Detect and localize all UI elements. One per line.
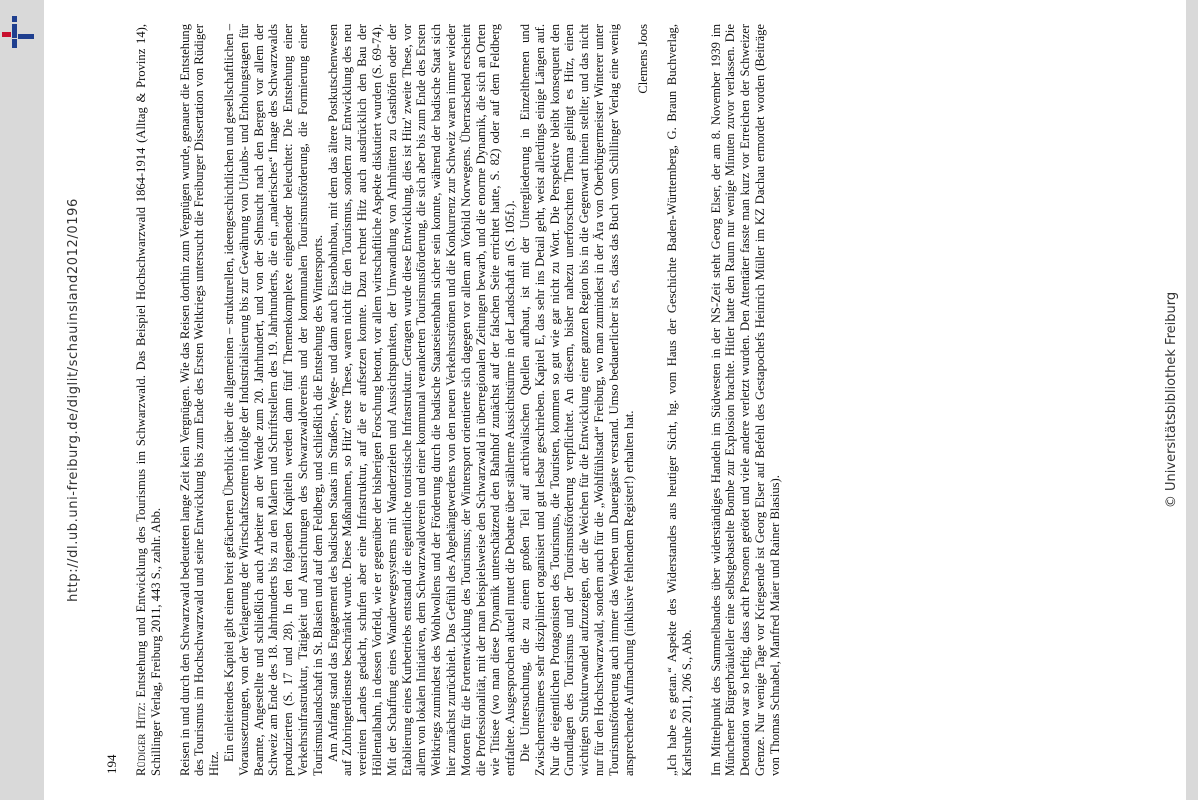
review2-paragraph: Im Mittelpunkt des Sammelbandes über widerständiges Handeln im Südwesten in der NS-Zeit steht Georg Elser, der am 8. November 1939 im Münchener Bürgerbräukeller eine selbstgebastelte Bombe zur Explosion brachte. Hitler hatte den Raum nur wenige Minuten zuvor verlassen. Die Detonation war so heftig, dass acht Personen getötet und viele andere verletzt wurden. Den Attentäter fasste man kurz vor Erreichen der Schweizer Grenze. Nur wenige Tage vor Kriegsende ist Georg Elser auf Befehl des Gestapochefs Heinrich Müller im KZ Dachau ermordet worden (Beiträge von Thomas Schnabel, Manfred Maier und Rainer Blasius).	[708, 24, 782, 776]
review1-paragraph: Die Untersuchung, die zu einem großen Teil auf archivalischen Quellen aufbaut, ist mit der Untergliederung in Einzelthemen und Zwischenresümees sehr diszipliniert organisiert und gut lesbar geschrieben. Kapitel E, das sehr ins Detail geht, weist allerdings einige Längen auf. Nur die eigentlichen Protagonisten des Tourismus, die Touristen, kommen so gut wie gar nicht zu Wort. Die Perspektive bleibt konsequent den Grundlagen des Tourismus und der Tourismusförderung verpflichtet. An diesem, bisher nahezu unerforschten Thema gelingt es Hitz, einen wichtigen Strukturwandel aufzuzeigen, der die Weichen für die Entwicklung einer ganzen Region bis in die Gegenwart hinein stellte; und das nicht nur für den Hochschwarzwald, sondern auch für die „Wohlfühlstadt“ Freiburg, wo man zumindest in der Ära von Oberbürgermeister Winterer unter Tourismusförderung auch immer das Werben um Dauergäste verstand. Umso bedauerlicher ist es, dass das Buch vom Schillinger Verlag eine wenig ansprechende Aufmachung (inklusive fehlendem Register!) erhalten hat.	[517, 24, 636, 776]
copyright-notice: © Universitätsbibliothek Freiburg	[1164, 291, 1179, 509]
left-margin-strip	[0, 0, 44, 800]
review1-paragraph: Am Anfang stand das Engagement des badischen Staats im Straßen-, Wege- und dann auch Eisenbahnbau, mit dem das ältere Postkutschenwesen auf Zubringerdienste beschränkt wurde. Diese Maßnahmen, so Hitz' erste These, waren nicht für den Tourismus, sondern zur Entwicklung des neu vereinten Landes gedacht, schufen aber eine Infrastruktur, auf die er aufsetzen konnte. Dazu rechnet Hitz auch ausdrücklich den Bau der Höllentalbahn, in dessen Vorfeld, wie er gegenüber der bisherigen Forschung betont, vor allem wirtschaftliche Aspekte diskutiert wurden (S. 69-74). Mit der Schaffung eines Wanderwegesystems mit Wanderzielen und Aussichtspunkten, der Umwandlung von Almhütten zu Gasthöfen oder der Etablierung eines Kurbetriebs entstand die eigentliche touristische Infrastruktur. Getragen wurde diese Entwicklung, dies ist Hitz' zweite These, vor allem von lokalen Initiativen, dem Schwarzwaldverein und einer kommunal verankerten Tourismusförderung, die sich aber bis zum Ende des Ersten Weltkriegs zumindest des Wohlwollens und der Förderung durch die badische Staatseisenbahn sicher sein konnte, während der badische Staat sich hier zunächst zurückhielt. Das Gefühl des Abgehängtwerdens von den neuen Verkehrsströmen und die Konkurrenz zur Schweiz waren immer wieder Motoren für die Fortentwicklung des Tourismus; der Wintersport orientierte sich dagegen vor allem am Vorbild Norwegens. Überraschend erscheint die Professionalität, mit der man beispielsweise den Schwarzwald in überregionalen Zeitungen bewarb, und die enorme Dynamik, die sich an Orten wie Titisee (wo man diese Dynamik unterschätzend den Bahnhof zunächst auf der falschen Seite errichtet hatte, S. 82) oder auf dem Feldberg entfaltete. Ausgesprochen aktuell mutet die Debatte über stählerne Aussichtstürme in der Landschaft an (S. 105f.).	[325, 24, 518, 776]
review1-paragraph: Ein einleitendes Kapitel gibt einen breit gefächerten Überblick über die allgemeinen – strukturellen, ideengeschichtlichen und gesellschaftlichen – Voraussetzungen, von der Verlagerung der Wirtschaftszentren infolge der Industrialisierung bis zur Gewährung von Urlaubs- und Erholungstagen für Beamte, Angestellte und schließlich auch Arbeiter an der Wende zum 20. Jahrhundert, und von der Sehnsucht nach den Bergen vor allem der Schweiz am Ende des 18. Jahrhunderts bis zu den Malern und Schriftstellern des 19. Jahrhunderts, die ein „malerisches“ Image des Schwarzwalds produzierten (S. 17 und 28). In den folgenden Kapiteln werden dann fünf Themenkomplexe eingehender beleuchtet: Die Entstehung einer Verkehrsinfrastruktur, Tätigkeit und Ausrichtungen des Schwarzwaldvereins und der kommunalen Tourismusförderung, die Formierung einer Tourismuslandschaft in St. Blasien und auf dem Feldberg, und schließlich die Entstehung des Wintersports.	[221, 24, 325, 776]
page-number: 194	[104, 754, 119, 774]
review2-citation: „Ich habe es getan.“ Aspekte des Widerstandes aus heutiger Sicht, hg. vom Haus der Geschichte Baden-Württemberg, G. Braun Buchverlag, Karlsruhe 2011, 206 S., Abb.	[665, 24, 694, 776]
reviewer-name: Clemens Joos	[636, 24, 651, 94]
scanned-page	[44, 0, 1186, 800]
review1-citation	[134, 24, 164, 776]
review1-author: Rüdiger Hitz	[134, 705, 148, 776]
review1-citation-text: : Entstehung und Entwicklung des Tourismus im Schwarzwald. Das Beispiel Hochschwarzwald 1864-1914 (Alltag & Provinz 14), Schillinger Verlag, Freiburg 2011, 443 S., zahlr. Abb.	[134, 24, 163, 776]
source-url[interactable]: http://dl.ub.uni-freiburg.de/diglit/schauinsland2012/0196	[66, 198, 81, 602]
right-margin-strip	[1186, 0, 1198, 800]
library-logo-icon	[2, 12, 36, 50]
page-content	[134, 24, 783, 776]
review1-paragraph: Reisen in und durch den Schwarzwald bedeuteten lange Zeit kein Vergnügen. Wie das Reisen dorthin zum Vergnügen wurde, genauer die Entstehung des Tourismus im Hochschwarzwald und seine Entwicklung bis zum Ende des Ersten Weltkriegs untersucht die Freiburger Dissertation von Rüdiger Hitz.	[177, 24, 222, 776]
